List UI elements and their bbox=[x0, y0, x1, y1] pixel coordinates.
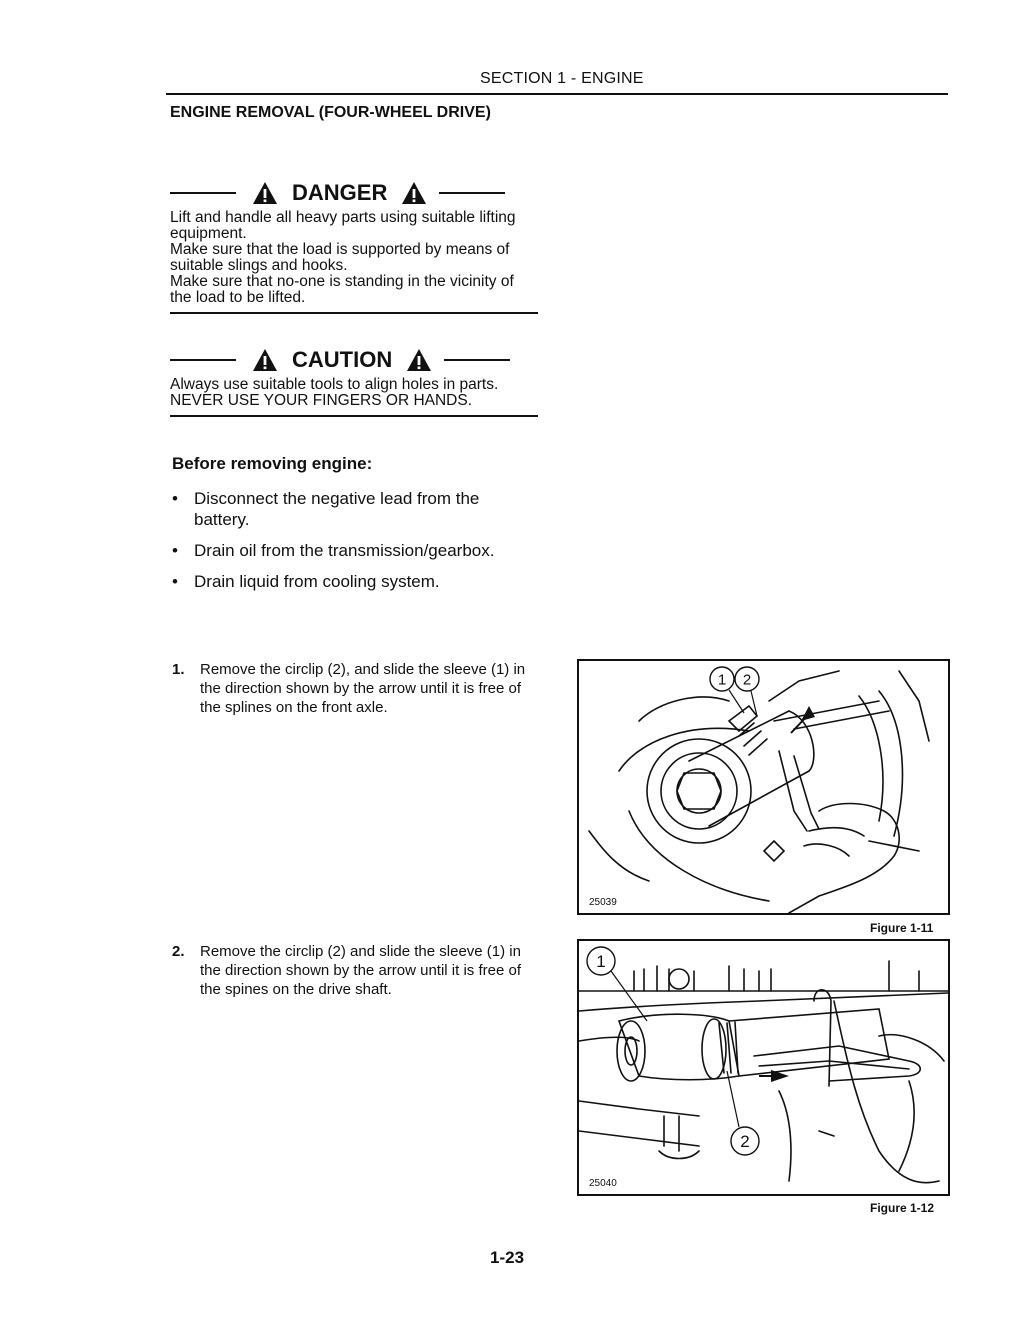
list-item: • Drain oil from the transmission/gearbox. bbox=[172, 541, 495, 560]
danger-line: Lift and handle all heavy parts using suitable lifting equipment. bbox=[170, 209, 516, 242]
danger-rule bbox=[170, 312, 538, 314]
danger-notice bbox=[170, 176, 538, 314]
section-header: SECTION 1 - ENGINE bbox=[480, 70, 644, 87]
danger-line: Make sure that the load is supported by means of suitable slings and hooks. bbox=[170, 241, 510, 274]
bullet-icon: • bbox=[172, 489, 178, 508]
step-number: 2. bbox=[172, 943, 185, 960]
step-text: Remove the circlip (2), and slide the sleeve (1) in the direction shown by the arrow until it is free of the splines on the front axle. bbox=[200, 661, 526, 716]
step-1 bbox=[172, 660, 540, 717]
figure-caption: Figure 1-12 bbox=[870, 1201, 935, 1215]
figure-id: 25040 bbox=[589, 1178, 617, 1189]
before-heading: Before removing engine: bbox=[172, 454, 373, 473]
step-text: Remove the circlip (2) and slide the sleeve (1) in the direction shown by the arrow until it is free of the spines on the drive shaft. bbox=[200, 943, 521, 998]
caution-rule bbox=[170, 415, 538, 417]
step-number: 1. bbox=[172, 661, 185, 678]
figure-id: 25039 bbox=[589, 897, 617, 908]
callout-2: 2 bbox=[742, 671, 752, 689]
page-number: 1-23 bbox=[490, 1248, 525, 1267]
figure-1-11 bbox=[577, 659, 950, 915]
caution-line: NEVER USE YOUR FINGERS OR HANDS. bbox=[170, 392, 473, 409]
drive-shaft-sleeve-illustration bbox=[579, 941, 948, 1194]
danger-heading bbox=[170, 176, 538, 210]
caution-line: Always use suitable tools to align holes in parts. bbox=[170, 376, 499, 393]
danger-text bbox=[170, 210, 538, 306]
callout-1: 1 bbox=[717, 671, 727, 689]
danger-label: DANGER bbox=[292, 180, 388, 205]
figure-1-12 bbox=[577, 939, 950, 1196]
list-item: • Drain liquid from cooling system. bbox=[172, 572, 440, 591]
warning-triangle-icon bbox=[252, 348, 278, 372]
heading-dash bbox=[439, 192, 505, 194]
heading-dash bbox=[170, 192, 236, 194]
warning-triangle-icon bbox=[401, 181, 427, 205]
heading-dash bbox=[444, 359, 510, 361]
figure-caption: Figure 1-11 bbox=[870, 921, 934, 935]
callout-2: 2 bbox=[740, 1132, 750, 1151]
caution-text bbox=[170, 377, 538, 409]
before-list bbox=[172, 488, 532, 602]
step-2 bbox=[172, 942, 540, 999]
bullet-icon: • bbox=[172, 541, 178, 560]
caution-label: CAUTION bbox=[292, 347, 393, 372]
bullet-icon: • bbox=[172, 572, 178, 591]
warning-triangle-icon bbox=[406, 348, 432, 372]
front-axle-sleeve-illustration bbox=[579, 661, 948, 913]
caution-notice bbox=[170, 343, 538, 417]
callout-1: 1 bbox=[596, 952, 606, 971]
caution-heading bbox=[170, 343, 538, 377]
list-item: • Disconnect the negative lead from the battery. bbox=[172, 489, 480, 529]
header-rule bbox=[166, 93, 948, 95]
heading-dash bbox=[170, 359, 236, 361]
warning-triangle-icon bbox=[252, 181, 278, 205]
page-title: ENGINE REMOVAL (FOUR-WHEEL DRIVE) bbox=[170, 104, 491, 121]
danger-line: Make sure that no-one is standing in the vicinity of the load to be lifted. bbox=[170, 273, 514, 306]
